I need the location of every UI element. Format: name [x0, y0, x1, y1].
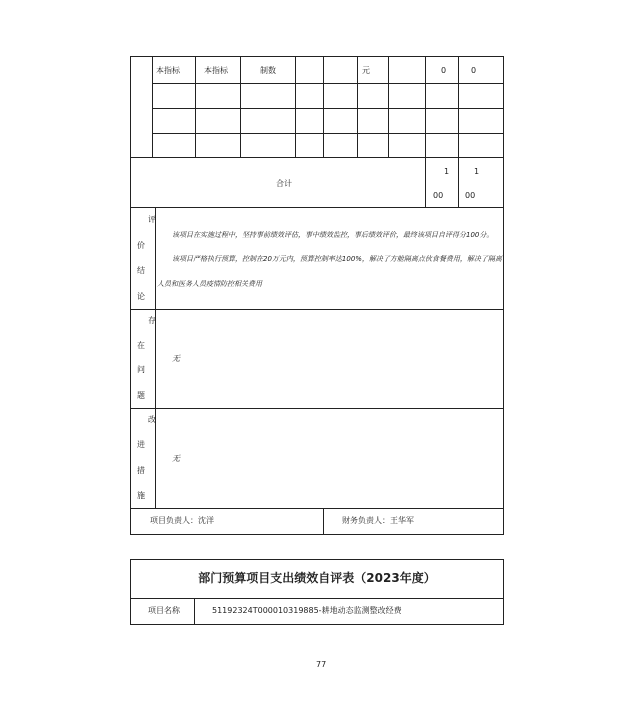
improvements-label-char-1: 改	[148, 415, 156, 424]
problems-label-char-3: 问	[137, 365, 145, 374]
total-value-2-bottom: 00	[465, 191, 476, 200]
evaluation-label-char-1: 评	[148, 215, 156, 224]
project-name-value: 51192324T000010319885-耕地动态监测整改经费	[212, 606, 402, 615]
improvements-label-char-4: 施	[137, 491, 145, 500]
problems-label-char-4: 题	[137, 391, 145, 400]
page-number: 77	[316, 660, 327, 669]
improvements-label-char-2: 进	[137, 440, 145, 449]
next-table-title: 部门预算项目支出绩效自评表（2023年度）	[198, 571, 436, 585]
total-value-2-top: 1	[474, 167, 480, 176]
evaluation-label-char-3: 结	[137, 266, 145, 275]
indicator-cell-1: 本指标	[156, 66, 180, 75]
problems-label-char-1: 存	[148, 316, 156, 325]
evaluation-text-line-3: 人员和医务人员疫情防控相关费用	[157, 280, 262, 288]
indicator-cell-6: 0	[471, 66, 477, 75]
improvements-content: 无	[172, 454, 180, 463]
indicator-cell-3: 制数	[260, 66, 276, 75]
improvements-label-char-3: 措	[137, 466, 145, 475]
project-name-label: 项目名称	[148, 606, 180, 615]
project-lead: 项目负责人：沈洋	[150, 516, 214, 525]
problems-content: 无	[172, 354, 180, 363]
problems-label-char-2: 在	[137, 341, 145, 350]
indicator-cell-2: 本指标	[204, 66, 228, 75]
total-label: 合计	[276, 179, 292, 188]
evaluation-label-char-2: 价	[137, 241, 145, 250]
indicator-cell-4: 元	[362, 66, 370, 75]
total-value-1-top: 1	[444, 167, 450, 176]
evaluation-text-line-2: 该项目严格执行预算，控制在20万元内，预算控制率达100%，解决了方舱隔离点伙食餐费用，解决了隔离	[172, 255, 502, 263]
evaluation-text-line-1: 该项目在实施过程中，坚持事前绩效评估，事中绩效监控，事后绩效评价，最终该项目自评得分100分。	[172, 231, 494, 239]
total-value-1-bottom: 00	[433, 191, 444, 200]
indicator-cell-5: 0	[441, 66, 447, 75]
evaluation-label-char-4: 论	[137, 292, 145, 301]
finance-lead: 财务负责人：王华军	[342, 516, 414, 525]
